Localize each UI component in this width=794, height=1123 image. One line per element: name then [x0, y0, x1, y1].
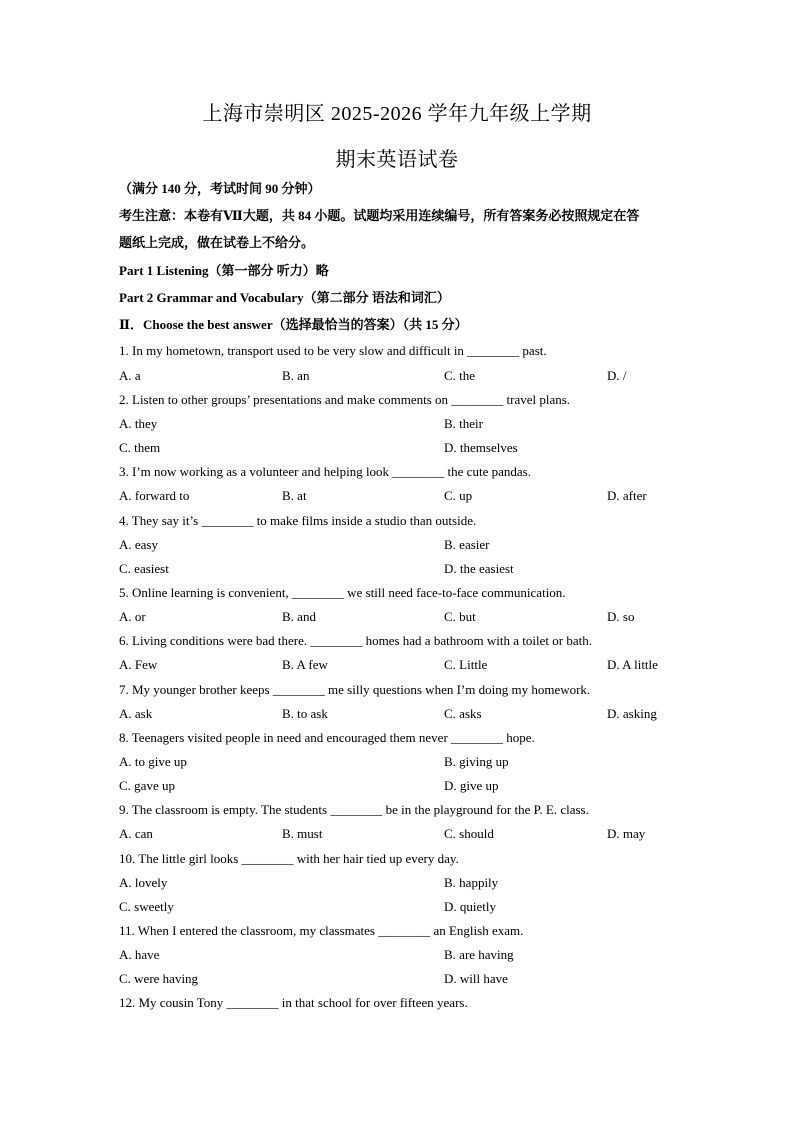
- option-6c: C. Little: [444, 657, 488, 672]
- option-6a: A. Few: [119, 657, 158, 672]
- part2-heading: Part 2 Grammar and Vocabulary（第二部分 语法和词汇）: [119, 290, 450, 305]
- option-5c: C. but: [444, 609, 476, 624]
- option-8c: C. gave up: [119, 778, 175, 793]
- option-11a: A. have: [119, 947, 160, 962]
- option-10b: B. happily: [444, 875, 499, 890]
- question-6: 6. Living conditions were bad there. ________ homes had a bathroom with a toilet or bath.: [119, 633, 592, 648]
- option-8b: B. giving up: [444, 754, 509, 769]
- option-3b: B. at: [282, 488, 307, 503]
- option-4a: A. easy: [119, 537, 158, 552]
- question-10: 10. The little girl looks ________ with her hair tied up every day.: [119, 851, 459, 866]
- option-8d: D. give up: [444, 778, 499, 793]
- question-5: 5. Online learning is convenient, ________ we still need face-to-face communication.: [119, 585, 566, 600]
- option-2a: A. they: [119, 416, 158, 431]
- option-10d: D. quietly: [444, 899, 496, 914]
- option-5b: B. and: [282, 609, 316, 624]
- question-8: 8. Teenagers visited people in need and encouraged them never ________ hope.: [119, 730, 535, 745]
- option-10c: C. sweetly: [119, 899, 174, 914]
- option-4c: C. easiest: [119, 561, 169, 576]
- option-4b: B. easier: [444, 537, 490, 552]
- option-2b: B. their: [444, 416, 483, 431]
- option-10a: A. lovely: [119, 875, 168, 890]
- option-5a: A. or: [119, 609, 146, 624]
- option-11c: C. were having: [119, 971, 199, 986]
- option-7d: D. asking: [607, 706, 657, 721]
- question-11: 11. When I entered the classroom, my classmates ________ an English exam.: [119, 923, 524, 938]
- option-8a: A. to give up: [119, 754, 187, 769]
- question-4: 4. They say it’s ________ to make films inside a studio than outside.: [119, 513, 477, 528]
- option-7b: B. to ask: [282, 706, 328, 721]
- exam-subtitle: 期末英语试卷: [335, 149, 459, 171]
- option-1c: C. the: [444, 368, 476, 383]
- option-2c: C. them: [119, 440, 161, 455]
- option-1d: D. /: [607, 368, 627, 383]
- option-1a: A. a: [119, 368, 141, 383]
- option-11b: B. are having: [444, 947, 514, 962]
- option-5d: D. so: [607, 609, 635, 624]
- notice-line-2: 题纸上完成，做在试卷上不给分。: [119, 235, 315, 250]
- exam-title: 上海市崇明区 2025-2026 学年九年级上学期: [202, 103, 592, 125]
- option-9d: D. may: [607, 826, 646, 841]
- section2-heading: Ⅱ．Choose the best answer（选择最恰当的答案）（共 15 分）: [119, 317, 468, 332]
- question-1: 1. In my hometown, transport used to be very slow and difficult in ________ past.: [119, 343, 547, 358]
- option-6d: D. A little: [607, 657, 658, 672]
- option-1b: B. an: [282, 368, 310, 383]
- question-9: 9. The classroom is empty. The students ________ be in the playground for the P. E. class.: [119, 802, 589, 817]
- option-7a: A. ask: [119, 706, 153, 721]
- question-3: 3. I’m now working as a volunteer and helping look ________ the cute pandas.: [119, 464, 531, 479]
- notice-line-1: 考生注意：本卷有Ⅶ大题，共 84 小题。试题均采用连续编号，所有答案务必按照规定在答: [119, 208, 640, 223]
- option-3d: D. after: [607, 488, 647, 503]
- option-2d: D. themselves: [444, 440, 518, 455]
- score-note: （满分 140 分，考试时间 90 分钟）: [119, 181, 321, 196]
- part1-heading: Part 1 Listening（第一部分 听力）略: [119, 263, 329, 278]
- option-6b: B. A few: [282, 657, 328, 672]
- option-11d: D. will have: [444, 971, 508, 986]
- option-4d: D. the easiest: [444, 561, 514, 576]
- option-9b: B. must: [282, 826, 323, 841]
- option-3a: A. forward to: [119, 488, 190, 503]
- question-7: 7. My younger brother keeps ________ me silly questions when I’m doing my homework.: [119, 682, 591, 697]
- question-12: 12. My cousin Tony ________ in that school for over fifteen years.: [119, 995, 468, 1010]
- option-9c: C. should: [444, 826, 494, 841]
- option-7c: C. asks: [444, 706, 482, 721]
- option-9a: A. can: [119, 826, 153, 841]
- question-2: 2. Listen to other groups’ presentations and make comments on ________ travel plans.: [119, 392, 571, 407]
- option-3c: C. up: [444, 488, 473, 503]
